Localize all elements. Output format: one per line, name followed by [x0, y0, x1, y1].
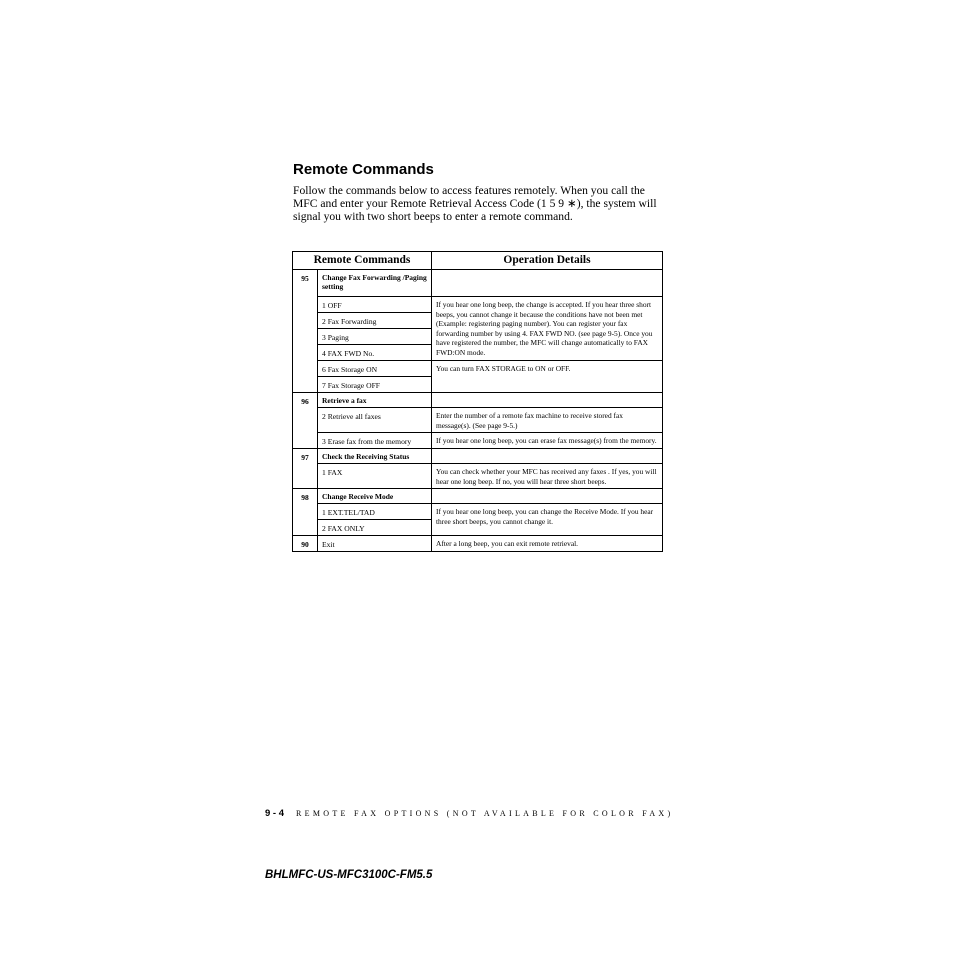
command-number-95: 95 [293, 270, 318, 393]
option-96-3: 3 Erase fax from the memory [318, 433, 432, 449]
table-row [293, 361, 663, 377]
detail-95-forwarding: If you hear one long beep, the change is accepted. If you hear three short beeps, you cannot change it because the conditions have not been met (Example: registering paging number). You can register your fax forwarding number by using 4. FAX FWD NO. (see page 9-5). Once you have registered the number, the MFC will change automatically to FAX FWD:ON mode. [432, 297, 663, 361]
command-title-95: Change Fax Forwarding /Paging setting [318, 270, 432, 297]
option-95-6: 6 Fax Storage ON [318, 361, 432, 377]
remote-commands-table [292, 251, 663, 552]
table-row [293, 489, 663, 504]
table-row [293, 270, 663, 297]
command-number-97: 97 [293, 449, 318, 489]
option-96-2: 2 Retrieve all faxes [318, 408, 432, 433]
detail-96-3: If you hear one long beep, you can erase fax message(s) from the memory. [432, 433, 663, 449]
page-number: 9 - 4 [265, 808, 285, 819]
section-heading: Remote Commands [293, 161, 434, 178]
option-98-2: 2 FAX ONLY [318, 520, 432, 536]
table-row [293, 504, 663, 520]
detail-90: After a long beep, you can exit remote retrieval. [432, 536, 663, 552]
table-row [293, 449, 663, 464]
empty-cell [432, 393, 663, 408]
chapter-title: REMOTE FAX OPTIONS (NOT AVAILABLE FOR COLOR FAX) [296, 809, 674, 818]
table-row [293, 297, 663, 313]
command-title-90: Exit [318, 536, 432, 552]
table-header-row [293, 252, 663, 270]
detail-97-1: You can check whether your MFC has received any faxes . If yes, you will hear one long beep. If no, you will hear three short beeps. [432, 464, 663, 489]
col-header-remote-commands: Remote Commands [293, 252, 432, 270]
command-title-96: Retrieve a fax [318, 393, 432, 408]
option-95-3: 3 Paging [318, 329, 432, 345]
col-header-operation-details: Operation Details [432, 252, 663, 270]
empty-cell [432, 489, 663, 504]
empty-cell [432, 270, 663, 297]
empty-cell [432, 449, 663, 464]
command-title-98: Change Receive Mode [318, 489, 432, 504]
detail-95-storage: You can turn FAX STORAGE to ON or OFF. [432, 361, 663, 393]
option-97-1: 1 FAX [318, 464, 432, 489]
detail-96-2: Enter the number of a remote fax machine to receive stored fax message(s). (See page 9-5.) [432, 408, 663, 433]
command-number-96: 96 [293, 393, 318, 449]
option-95-2: 2 Fax Forwarding [318, 313, 432, 329]
intro-paragraph: Follow the commands below to access features remotely. When you call the MFC and enter your Remote Retrieval Access Code (1 5 9 ∗), the system will signal you with two short beeps to enter a remote command. [293, 184, 657, 223]
option-95-7: 7 Fax Storage OFF [318, 377, 432, 393]
table-row [293, 393, 663, 408]
command-title-97: Check the Receiving Status [318, 449, 432, 464]
table-row [293, 433, 663, 449]
option-95-4: 4 FAX FWD No. [318, 345, 432, 361]
detail-98: If you hear one long beep, you can change the Receive Mode. If you hear three short beeps, you cannot change it. [432, 504, 663, 536]
table-row [293, 464, 663, 489]
table-row [293, 536, 663, 552]
document-id: BHLMFC-US-MFC3100C-FM5.5 [265, 869, 433, 881]
command-number-90: 90 [293, 536, 318, 552]
command-number-98: 98 [293, 489, 318, 536]
page-footer [265, 808, 673, 819]
option-95-1: 1 OFF [318, 297, 432, 313]
table-row [293, 408, 663, 433]
option-98-1: 1 EXT.TEL/TAD [318, 504, 432, 520]
